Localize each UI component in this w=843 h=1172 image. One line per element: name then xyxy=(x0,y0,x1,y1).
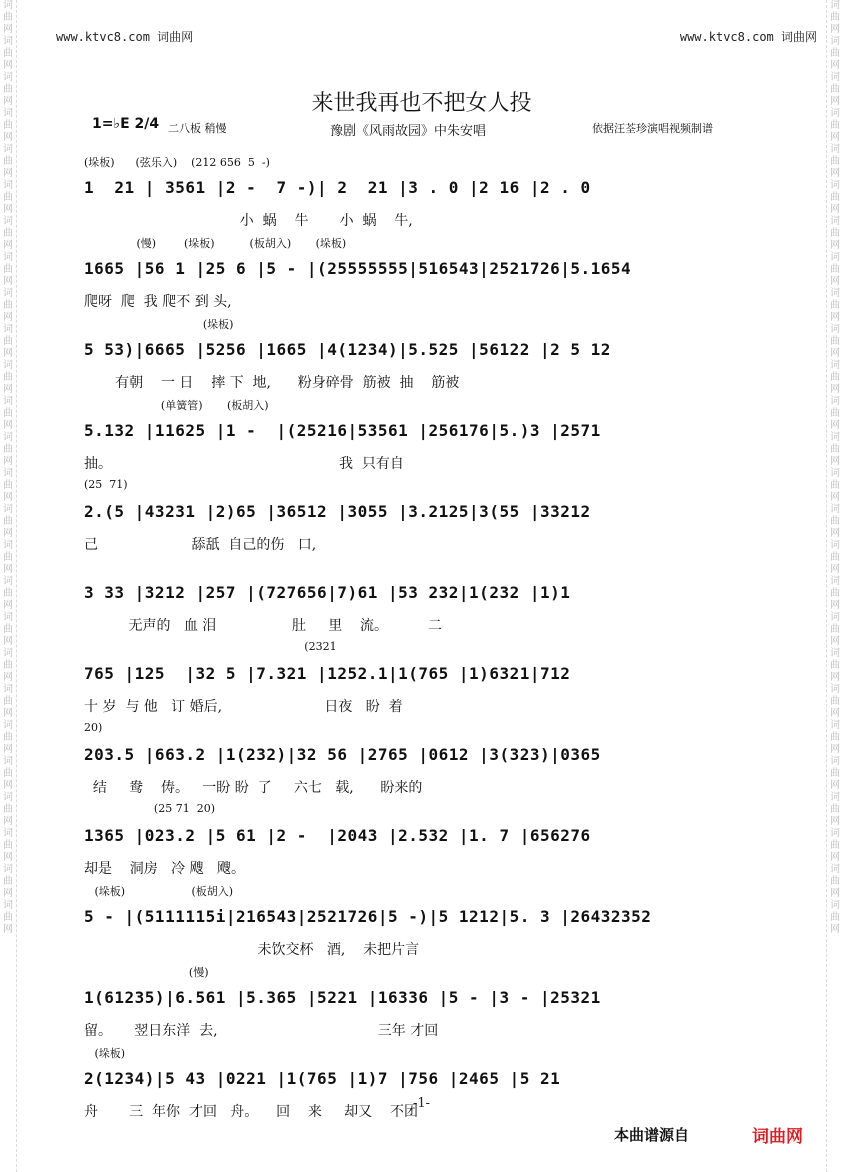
system-notes: 1 21 | 3561 |2 - 7 -)| 2 21 |3 . 0 |2 16 |2 . 0 xyxy=(84,178,591,197)
left-watermark-strip: 词曲网词曲网词曲网词曲网词曲网词曲网词曲网词曲网词曲网词曲网词曲网词曲网词曲网词曲网词曲网词曲网词曲网词曲网词曲网词曲网词曲网词曲网词曲网词曲网词曲网词曲网 xyxy=(0,0,17,1172)
credit-brand-logo[interactable]: 词曲网 xyxy=(752,1127,803,1147)
system-annotation: (2321 xyxy=(84,640,337,653)
source-attribution: 豫剧《风雨故园》中朱安唱 xyxy=(330,124,487,139)
system-lyrics: 却是 洞房 冷 飕 飕。 xyxy=(84,861,245,877)
song-title: 来世我再也不把女人投 xyxy=(311,91,532,116)
credit-label: 本曲谱源自 xyxy=(614,1126,690,1144)
system-annotation: (25 71) xyxy=(84,478,128,491)
system-notes: 5 - |(5111115i|216543|2521726|5 -)|5 1212|5. 3 |26432352 xyxy=(84,907,652,926)
system-lyrics: 未饮交杯 酒, 未把片言 xyxy=(84,942,420,958)
system-lyrics: 无声的 血 泪 肚 里 流。 二 xyxy=(84,618,443,634)
system-annotation: (25 71 20) xyxy=(84,802,215,815)
header-site-left[interactable]: www.ktvc8.com 词曲网 xyxy=(56,30,194,44)
key-signature: 1=♭E 2/4 xyxy=(92,116,160,132)
system-annotation: (垛板) (弦乐入) (212 656 5 -) xyxy=(84,156,270,169)
system-lyrics: 留。 翌日东洋 去, 三年 才回 xyxy=(84,1023,439,1039)
system-lyrics: 舟 三 年你 才回 舟。 回 来 却又 不团 xyxy=(84,1104,418,1120)
system-lyrics: 结 鸯 俦。 一盼 盼 了 六七 载, 盼来的 xyxy=(84,780,423,796)
system-lyrics: 抽。 我 只有自 xyxy=(84,456,404,472)
system-notes: 1365 |023.2 |5 61 |2 - |2043 |2.532 |1. 7 |656276 xyxy=(84,826,591,845)
page-number: -1- xyxy=(412,1096,431,1111)
system-annotation: (垛板) xyxy=(84,1047,126,1060)
system-lyrics: 己 舔舐 自己的伤 口, xyxy=(84,537,317,553)
header-site-right[interactable]: www.ktvc8.com 词曲网 xyxy=(679,30,817,44)
system-notes: 1665 |56 1 |25 6 |5 - |(25555555|516543|2521726|5.1654 xyxy=(84,259,632,278)
system-annotation: (单簧管) (板胡入) xyxy=(84,399,269,412)
system-annotation: (垛板) (板胡入) xyxy=(84,885,234,898)
system-notes: 3 33 |3212 |257 |(727656|7)61 |53 232|1(232 |1)1 xyxy=(84,583,571,602)
arranger-note: 依据汪荃珍演唱视频制谱 xyxy=(592,122,713,135)
tempo-marking: 二八板 稍慢 xyxy=(168,122,227,135)
system-lyrics: 有朝 一 日 摔 下 地, 粉身碎骨 筋被 抽 筋被 xyxy=(84,375,460,391)
system-lyrics: 爬呀 爬 我 爬不 到 头, xyxy=(84,294,232,310)
system-notes: 1(61235)|6.561 |5.365 |5221 |16336 |5 - |3 - |25321 xyxy=(84,988,601,1007)
system-lyrics: 十 岁 与 他 订 婚后, 日夜 盼 着 xyxy=(84,699,403,715)
system-notes: 5.132 |11625 |1 - |(25216|53561 |256176|5.)3 |2571 xyxy=(84,421,601,440)
system-annotation: (慢) xyxy=(84,966,209,979)
system-notes: 2.(5 |43231 |2)65 |36512 |3055 |3.2125|3(55 |33212 xyxy=(84,502,591,521)
system-annotation: 20) xyxy=(84,721,103,734)
system-notes: 2(1234)|5 43 |0221 |1(765 |1)7 |756 |2465 |5 21 xyxy=(84,1069,561,1088)
system-notes: 203.5 |663.2 |1(232)|32 56 |2765 |0612 |3(323)|0365 xyxy=(84,745,601,764)
system-annotation: (垛板) xyxy=(84,318,234,331)
system-lyrics: 小 蜗 牛 小 蜗 牛, xyxy=(84,213,413,229)
right-watermark-strip: 词曲网词曲网词曲网词曲网词曲网词曲网词曲网词曲网词曲网词曲网词曲网词曲网词曲网词曲网词曲网词曲网词曲网词曲网词曲网词曲网词曲网词曲网词曲网词曲网词曲网词曲网 xyxy=(826,0,843,1172)
system-notes: 5 53)|6665 |5256 |1665 |4(1234)|5.525 |56122 |2 5 12 xyxy=(84,340,611,359)
system-notes: 765 |125 |32 5 |7.321 |1252.1|1(765 |1)6321|712 xyxy=(84,664,571,683)
system-annotation: (慢) (垛板) (板胡入) (垛板) xyxy=(84,237,347,250)
